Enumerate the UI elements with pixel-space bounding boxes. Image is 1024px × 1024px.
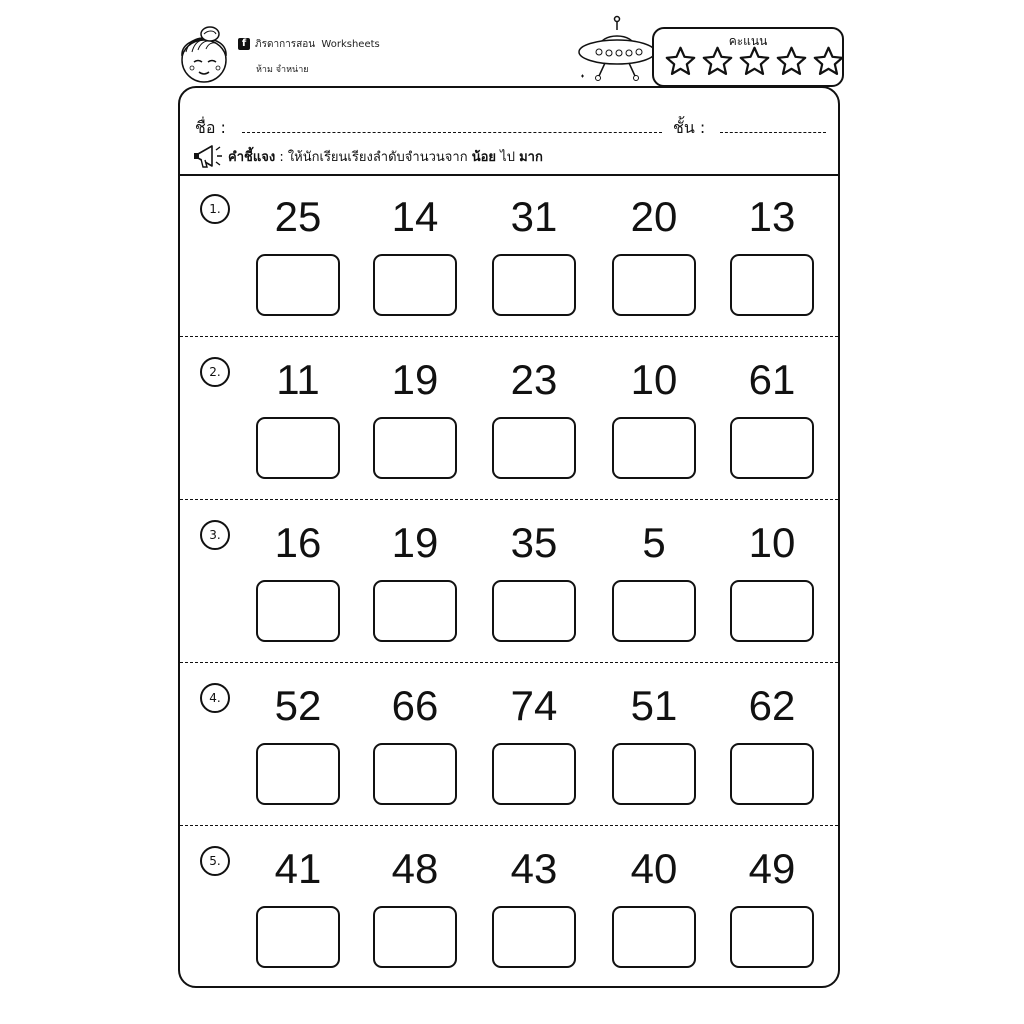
class-label: ชั้น : — [673, 118, 706, 137]
number-value: 48 — [391, 845, 439, 892]
brand-subtitle: ห้าม จำหน่าย — [256, 65, 309, 75]
answer-box[interactable] — [373, 906, 457, 968]
answer-box[interactable] — [373, 254, 457, 316]
worksheet-frame — [178, 86, 840, 988]
number-value: 11 — [276, 356, 320, 403]
instruction-most: มาก — [519, 150, 543, 165]
answer-box[interactable] — [612, 906, 696, 968]
answer-box[interactable] — [492, 743, 576, 805]
answer-box[interactable] — [373, 417, 457, 479]
answer-box[interactable] — [373, 743, 457, 805]
number-value: 40 — [630, 845, 678, 892]
answer-box[interactable] — [492, 254, 576, 316]
answer-box[interactable] — [256, 743, 340, 805]
star-icon[interactable] — [701, 45, 734, 78]
number-value: 10 — [630, 356, 678, 403]
answer-box[interactable] — [256, 580, 340, 642]
number-value: 25 — [274, 193, 322, 240]
number-value: 35 — [510, 519, 558, 566]
instruction-connector: ไป — [500, 150, 515, 165]
number-value: 51 — [630, 682, 678, 729]
facebook-icon: f — [238, 38, 250, 50]
number-value: 31 — [510, 193, 558, 240]
question-number: 2. — [200, 357, 230, 387]
question-row — [180, 500, 838, 663]
instruction-label: คำชี้แจง — [228, 150, 276, 165]
question-row — [180, 826, 838, 989]
star-icon[interactable] — [812, 45, 845, 78]
answer-box[interactable] — [612, 580, 696, 642]
number-value: 49 — [748, 845, 796, 892]
number-value: 66 — [391, 682, 439, 729]
number-value: 20 — [630, 193, 678, 240]
number-value: 52 — [274, 682, 322, 729]
name-label: ชื่อ : — [195, 118, 226, 137]
answer-box[interactable] — [612, 417, 696, 479]
score-box — [652, 27, 844, 87]
name-field[interactable] — [242, 132, 662, 133]
brand-line — [255, 37, 380, 52]
question-number: 1. — [200, 194, 230, 224]
answer-box[interactable] — [256, 417, 340, 479]
number-value: 43 — [510, 845, 558, 892]
answer-box[interactable] — [256, 254, 340, 316]
answer-box[interactable] — [492, 417, 576, 479]
number-value: 16 — [274, 519, 322, 566]
number-value: 23 — [510, 356, 558, 403]
number-value: 74 — [510, 682, 558, 729]
question-row — [180, 174, 838, 337]
number-value: 5 — [642, 519, 666, 566]
instruction-text: : ให้นักเรียนเรียงลำดับจำนวนจาก — [279, 150, 468, 165]
girl-face-icon — [172, 22, 236, 86]
question-row — [180, 337, 838, 500]
brand-tag: Worksheets — [321, 39, 380, 50]
answer-box[interactable] — [256, 906, 340, 968]
number-value: 61 — [748, 356, 796, 403]
answer-box[interactable] — [612, 743, 696, 805]
number-value: 13 — [748, 193, 796, 240]
instruction — [228, 146, 543, 167]
star-icon[interactable] — [775, 45, 808, 78]
answer-box[interactable] — [730, 743, 814, 805]
star-icon[interactable] — [738, 45, 771, 78]
score-stars — [664, 45, 845, 78]
answer-box[interactable] — [730, 417, 814, 479]
brand-name: ภิรดาการสอน — [255, 39, 316, 50]
question-number: 4. — [200, 683, 230, 713]
question-number: 5. — [200, 846, 230, 876]
answer-box[interactable] — [730, 580, 814, 642]
answer-box[interactable] — [492, 580, 576, 642]
question-row — [180, 663, 838, 826]
megaphone-icon — [192, 142, 224, 170]
number-value: 41 — [274, 845, 322, 892]
number-value: 19 — [391, 519, 439, 566]
question-number: 3. — [200, 520, 230, 550]
star-icon[interactable] — [664, 45, 697, 78]
answer-box[interactable] — [373, 580, 457, 642]
answer-box[interactable] — [730, 906, 814, 968]
number-value: 14 — [391, 193, 439, 240]
instruction-least: น้อย — [471, 150, 497, 165]
number-value: 62 — [748, 682, 796, 729]
number-value: 10 — [748, 519, 796, 566]
score-label: คะแนน — [728, 34, 768, 48]
answer-box[interactable] — [492, 906, 576, 968]
answer-box[interactable] — [730, 254, 814, 316]
answer-box[interactable] — [612, 254, 696, 316]
class-field[interactable] — [720, 132, 826, 133]
student-info — [180, 88, 838, 176]
number-value: 19 — [391, 356, 439, 403]
